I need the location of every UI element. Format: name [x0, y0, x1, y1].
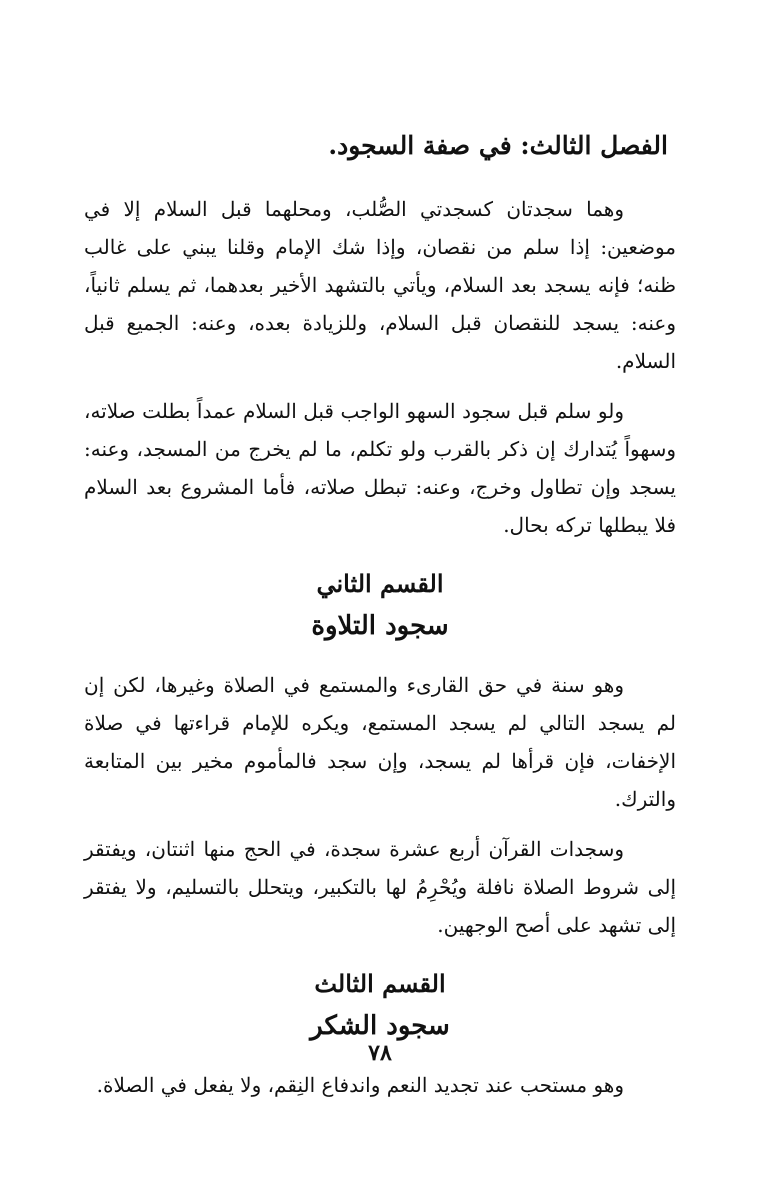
paragraph-shukr-ruling: وهو مستحب عند تجديد النعم واندفاع النِقم، ولا يفعل في الصلاة. — [96, 1073, 624, 1097]
section-three-subheading: سجود الشكر — [310, 1011, 450, 1041]
paragraph-prostration-placement: وهما سجدتان كسجدتي الصُّلب، ومحلهما قبل السلام إلا في موضعين: إذا سلم من نقصان، وإذا شك الإمام وقلنا يبني على غالب ظنه؛ فإنه يسجد بعد السلام، ويأتي بالتشهد الأخير بعدهما، ثم يسلم ثانياً، وعنه: يسجد للنقصان قبل السلام، وللزيادة بعده، وعنه: الجميع قبل السلام. — [84, 197, 676, 373]
paragraph-salam-before-sujud: ولو سلم قبل سجود السهو الواجب قبل السلام عمداً بطلت صلاته، وسهواً يُتدارك إن ذكر بالقرب ولو تكلم، ما لم يخرج من المسجد، وعنه: يسجد وإن تطاول وخرج، وعنه: تبطل صلاته، فأما المشروع بعد السلام فلا يبطلها تركه بحال. — [84, 399, 676, 537]
section-two-subheading: سجود التلاوة — [311, 611, 449, 641]
chapter-title: الفصل الثالث: في صفة السجود. — [328, 131, 668, 160]
paragraph-tilawa-ruling: وهو سنة في حق القارىء والمستمع في الصلاة وغيرها، لكن إن لم يسجد التالي لم يسجد المستمع، ويكره للإمام قراءتها في صلاة الإخفات، فإن قرأها لم يسجد، وإن سجد فالمأموم مخير بين المتابعة والترك. — [84, 673, 676, 811]
section-three-heading: القسم الثالث — [314, 969, 446, 998]
page-number: ٧٨ — [368, 1040, 392, 1066]
paragraph-tilawa-count: وسجدات القرآن أربع عشرة سجدة، في الحج منها اثنتان، ويفتقر إلى شروط الصلاة نافلة ويُحْرِمُ لها بالتكبير، ويتحلل بالتسليم، ولا يفتقر إلى تشهد على أصح الوجهين. — [84, 837, 676, 937]
section-two-heading: القسم الثاني — [316, 569, 444, 598]
